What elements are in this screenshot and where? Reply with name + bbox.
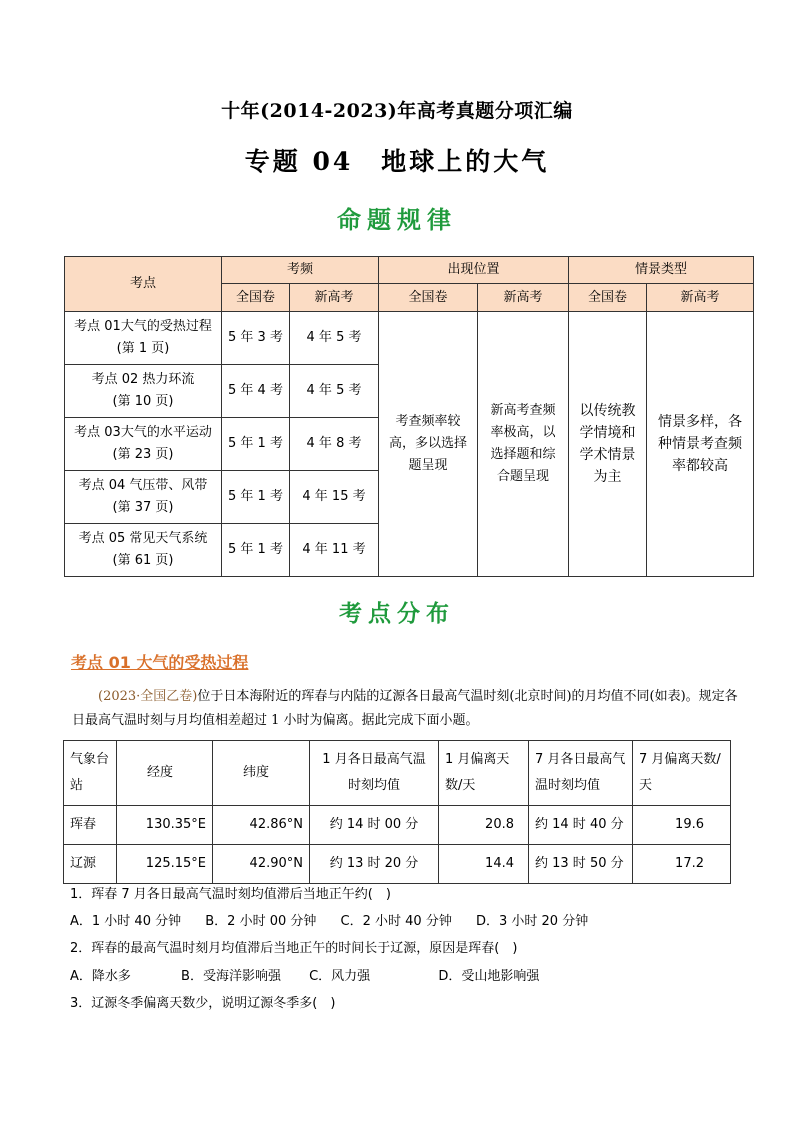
question-2-options [70, 965, 559, 984]
topic-cell: 考点 01大气的受热过程 (第 1 页) [65, 312, 222, 365]
station-name: 珲春 [64, 806, 117, 845]
freq-xingaokao: 4 年 15 考 [290, 471, 379, 524]
question-1-stem: 1．珲春 7 月各日最高气温时刻均值滞后当地正午约( ) [70, 887, 391, 902]
option-a[interactable]: A．降水多 [70, 969, 131, 984]
header-kaodian: 考点 [65, 257, 222, 312]
question-1-options [70, 910, 608, 929]
station-name: 辽源 [64, 845, 117, 884]
header-jul-days: 7 月偏离天数/天 [633, 741, 731, 806]
jan-days-value: 14.4 [439, 845, 529, 884]
subheader-quanguo: 全国卷 [379, 284, 478, 312]
jul-time-value: 约 13 时 50 分 [529, 845, 633, 884]
freq-quanguo: 5 年 1 考 [222, 418, 290, 471]
jul-days-value: 17.2 [633, 845, 731, 884]
table-row [64, 806, 731, 845]
jan-time-value: 约 13 时 20 分 [310, 845, 439, 884]
freq-quanguo: 5 年 1 考 [222, 524, 290, 577]
header-jul-time: 7 月各日最高气温时刻均值 [529, 741, 633, 806]
document-title: 十年(2014-2023)年高考真题分项汇编 [221, 100, 573, 122]
section-heading-rules: 命题规律 [337, 205, 457, 234]
option-c[interactable]: C．2 小时 40 分钟 [340, 914, 452, 929]
header-longitude: 经度 [117, 741, 213, 806]
option-d[interactable]: D．3 小时 20 分钟 [475, 914, 589, 929]
header-kaopin: 考频 [222, 257, 379, 284]
source-tag: (2023·全国乙卷) [98, 689, 198, 704]
jan-time-value: 约 14 时 00 分 [310, 806, 439, 845]
option-c[interactable]: C．风力强 [309, 969, 371, 984]
table-row [65, 312, 754, 365]
subheader-quanguo: 全国卷 [222, 284, 290, 312]
temperature-table [63, 740, 731, 884]
freq-quanguo: 5 年 3 考 [222, 312, 290, 365]
freq-xingaokao: 4 年 8 考 [290, 418, 379, 471]
position-quanguo: 考查频率较高，多以选择题呈现 [379, 312, 478, 577]
topic-cell: 考点 04 气压带、风带 (第 37 页) [65, 471, 222, 524]
jul-time-value: 约 14 时 40 分 [529, 806, 633, 845]
latitude-value: 42.86°N [213, 806, 310, 845]
header-station: 气象台站 [64, 741, 117, 806]
freq-quanguo: 5 年 1 考 [222, 471, 290, 524]
topic-cell: 考点 03大气的水平运动 (第 23 页) [65, 418, 222, 471]
subheader-xingaokao: 新高考 [478, 284, 569, 312]
latitude-value: 42.90°N [213, 845, 310, 884]
option-b[interactable]: B．受海洋影响强 [181, 969, 281, 984]
intro-paragraph [72, 685, 742, 733]
jan-days-value: 20.8 [439, 806, 529, 845]
freq-xingaokao: 4 年 5 考 [290, 365, 379, 418]
longitude-value: 130.35°E [117, 806, 213, 845]
question-2-stem: 2．珲春的最高气温时刻月均值滞后当地正午的时间长于辽源，原因是珲春( ) [70, 941, 518, 956]
position-xingaokao: 新高考查频率极高，以选择题和综合题呈现 [478, 312, 569, 577]
document-subtitle: 专题 04 地球上的大气 [244, 147, 550, 176]
option-a[interactable]: A．1 小时 40 分钟 [70, 914, 182, 929]
topic-cell: 考点 05 常见天气系统 (第 61 页) [65, 524, 222, 577]
header-jan-time: 1 月各日最高气温时刻均值 [310, 741, 439, 806]
freq-quanguo: 5 年 4 考 [222, 365, 290, 418]
option-d[interactable]: D．受山地影响强 [438, 969, 540, 984]
subheader-quanguo: 全国卷 [569, 284, 647, 312]
scenario-xingaokao: 情景多样，各种情景考查频率都较高 [647, 312, 754, 577]
option-b[interactable]: B．2 小时 00 分钟 [205, 914, 317, 929]
subheader-xingaokao: 新高考 [290, 284, 379, 312]
header-jan-days: 1 月偏离天数/天 [439, 741, 529, 806]
subheader-xingaokao: 新高考 [647, 284, 754, 312]
freq-xingaokao: 4 年 5 考 [290, 312, 379, 365]
header-latitude: 纬度 [213, 741, 310, 806]
header-qingjing: 情景类型 [569, 257, 754, 284]
longitude-value: 125.15°E [117, 845, 213, 884]
topic-title: 考点 01 大气的受热过程 [71, 653, 249, 672]
section-heading-distribution: 考点分布 [339, 600, 455, 627]
intro-text: 位于日本海附近的珲春与内陆的辽源各日最高气温时刻(北京时间)的月均值不同(如表)。规定各日最高气温时刻与月均值相差超过 1 小时为偏离。据此完成下面小题。 [72, 689, 738, 728]
table-row [64, 845, 731, 884]
header-weizhi: 出现位置 [379, 257, 569, 284]
question-3-stem: 3．辽源冬季偏离天数少，说明辽源冬季多( ) [70, 996, 336, 1011]
freq-xingaokao: 4 年 11 考 [290, 524, 379, 577]
scenario-quanguo: 以传统教学情境和学术情景为主 [569, 312, 647, 577]
exam-frequency-table [64, 256, 754, 577]
topic-cell: 考点 02 热力环流 (第 10 页) [65, 365, 222, 418]
jul-days-value: 19.6 [633, 806, 731, 845]
